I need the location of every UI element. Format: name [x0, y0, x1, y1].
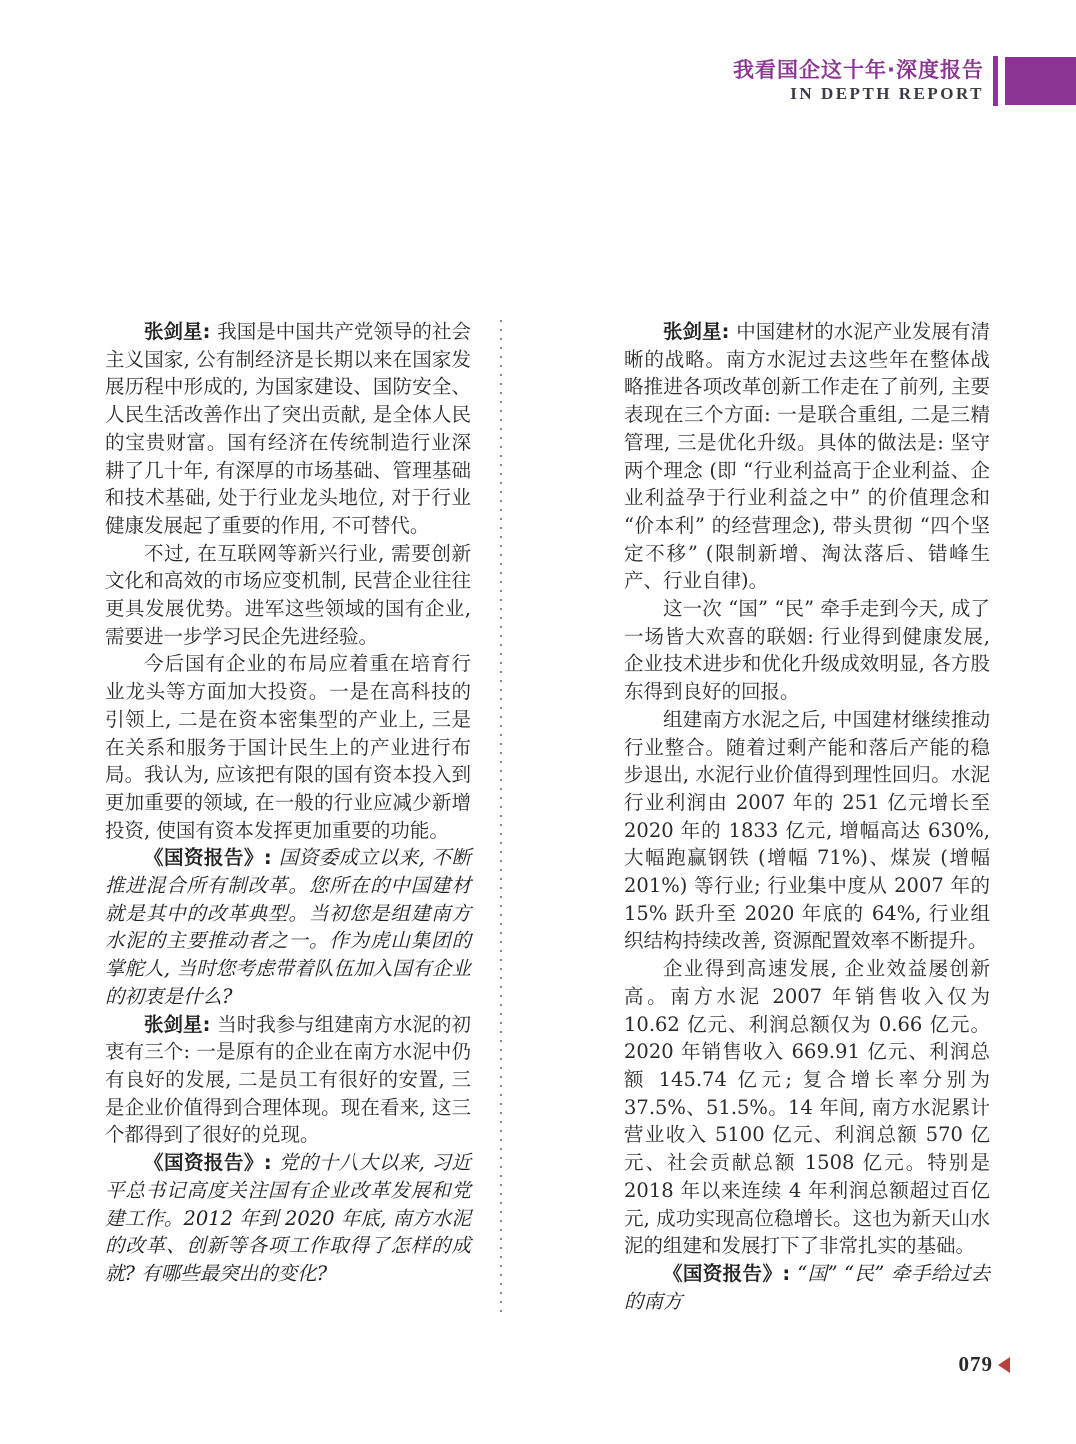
paragraph-text: 这一次 “国” “民” 牵手走到今天, 成了一场皆大欢喜的联姻: 行业得到健康发展, 企业技术进步和优化升级成效明显, 各方股东得到良好的回报。	[624, 597, 990, 704]
section-title-cn: 我看国企这十年·深度报告	[733, 58, 984, 82]
right-column	[624, 318, 990, 1315]
page-marker-triangle-icon	[998, 1357, 1010, 1373]
speaker-label: 《国资报告》:	[663, 1261, 798, 1285]
speaker-label: 《国资报告》:	[144, 1151, 279, 1175]
paragraph-text: 中国建材的水泥产业发展有清晰的战略。南方水泥过去这些年在整体战略推进各项改革创新工作走在了前列, 主要表现在三个方面: 一是联合重组, 二是三精管理, 三是优化升级。具体的做法是: 坚守两个理念 (即 “行业利益高于企业利益、企业利益孕于行业利益之中” 的价值理念和 “价本利” 的经营理念), 带头贯彻 “四个坚定不移” (限制新增、淘汰落后、错峰生产、行业自律)。	[624, 320, 990, 593]
paragraph-answer	[624, 595, 990, 706]
paragraph-text: 组建南方水泥之后, 中国建材继续推动行业整合。随着过剩产能和落后产能的稳步退出, 水泥行业价值得到理性回归。水泥行业利润由 2007 年的 251 亿元增长至 2020 年的 1833 亿元, 增幅高达 630%, 大幅跑赢钢铁 (增幅 71%)、煤炭 (增幅 201%) 等行业; 行业集中度从 2007 年的 15% 跃升至 2020 年底的 64%, 行业组织结构持续改善, 资源配置效率不断提升。	[624, 707, 990, 953]
paragraph-answer	[105, 318, 471, 540]
section-title-en: IN DEPTH REPORT	[790, 84, 984, 103]
paragraph-question	[105, 844, 471, 1010]
paragraph-question	[624, 1260, 990, 1315]
page-footer	[959, 1352, 1011, 1377]
paragraph-text: 党的十八大以来, 习近平总书记高度关注国有企业改革发展和党建工作。2012 年到 2020 年底, 南方水泥的改革、创新等各项工作取得了怎样的成就? 有哪些最突出的变化?	[105, 1151, 471, 1285]
paragraph-question	[105, 1149, 471, 1288]
column-divider-dotted	[500, 320, 502, 1312]
paragraph-text: 企业得到高速发展, 企业效益屡创新高。南方水泥 2007 年销售收入仅为 10.62 亿元、利润总额仅为 0.66 亿元。2020 年销售收入 669.91 亿元、利润总额 145.74 亿元; 复合增长率分别为 37.5%、51.5%。14 年间, 南方水泥累计营业收入 5100 亿元、利润总额 570 亿元、社会贡献总额 1508 亿元。特别是 2018 年以来连续 4 年利润总额超过百亿元, 成功实现高位稳增长。这也为新天山水泥的组建和发展打下了非常扎实的基础。	[624, 957, 990, 1258]
header-titles	[733, 57, 984, 105]
speaker-label: 张剑星:	[144, 320, 218, 343]
paragraph-answer	[105, 1011, 471, 1150]
paragraph-answer	[624, 955, 990, 1260]
paragraph-answer	[624, 706, 990, 955]
header-accent-block	[1005, 57, 1076, 105]
page-number: 079	[958, 1352, 993, 1376]
paragraph-text: 当时我参与组建南方水泥的初衷有三个: 一是原有的企业在南方水泥中仍有良好的发展, 二是员工有很好的安置, 三是企业价值得到合理体现。现在看来, 这三个都得到了很好的兑现。	[105, 1012, 471, 1147]
speaker-label: 张剑星:	[144, 1012, 218, 1036]
paragraph-answer	[624, 318, 990, 595]
header-divider-bar	[993, 56, 998, 106]
speaker-label: 张剑星:	[663, 320, 737, 343]
paragraph-text: 我国是中国共产党领导的社会主义国家, 公有制经济是长期以来在国家发展历程中形成的, 为国家建设、国防安全、人民生活改善作出了突出贡献, 是全体人民的宝贵财富。国有经济在传统制造行业深耕了几十年, 有深厚的市场基础、管理基础和技术基础, 处于行业龙头地位, 对于行业健康发展起了重要的作用, 不可替代。	[105, 320, 471, 537]
page-header	[0, 55, 1076, 107]
paragraph-answer	[105, 540, 471, 651]
left-column	[105, 318, 471, 1288]
paragraph-answer	[105, 650, 471, 844]
paragraph-text: 不过, 在互联网等新兴行业, 需要创新文化和高效的市场应变机制, 民营企业往往更具发展优势。进军这些领域的国有企业, 需要进一步学习民企先进经验。	[105, 541, 471, 648]
paragraph-text: “国” “民” 牵手给过去的南方	[624, 1261, 990, 1313]
paragraph-text: 今后国有企业的布局应着重在培育行业龙头等方面加大投资。一是在高科技的引领上, 二是在资本密集型的产业上, 三是在关系和服务于国计民生上的产业进行布局。我认为, 应该把有限的国有资本投入到更加重要的领域, 在一般的行业应减少新增投资, 使国有资本发挥更加重要的功能。	[105, 652, 471, 842]
speaker-label: 《国资报告》:	[144, 846, 279, 870]
paragraph-text: 国资委成立以来, 不断推进混合所有制改革。您所在的中国建材就是其中的改革典型。当初您是组建南方水泥的主要推动者之一。作为虎山集团的掌舵人, 当时您考虑带着队伍加入国有企业的初衷是什么?	[105, 846, 471, 1008]
